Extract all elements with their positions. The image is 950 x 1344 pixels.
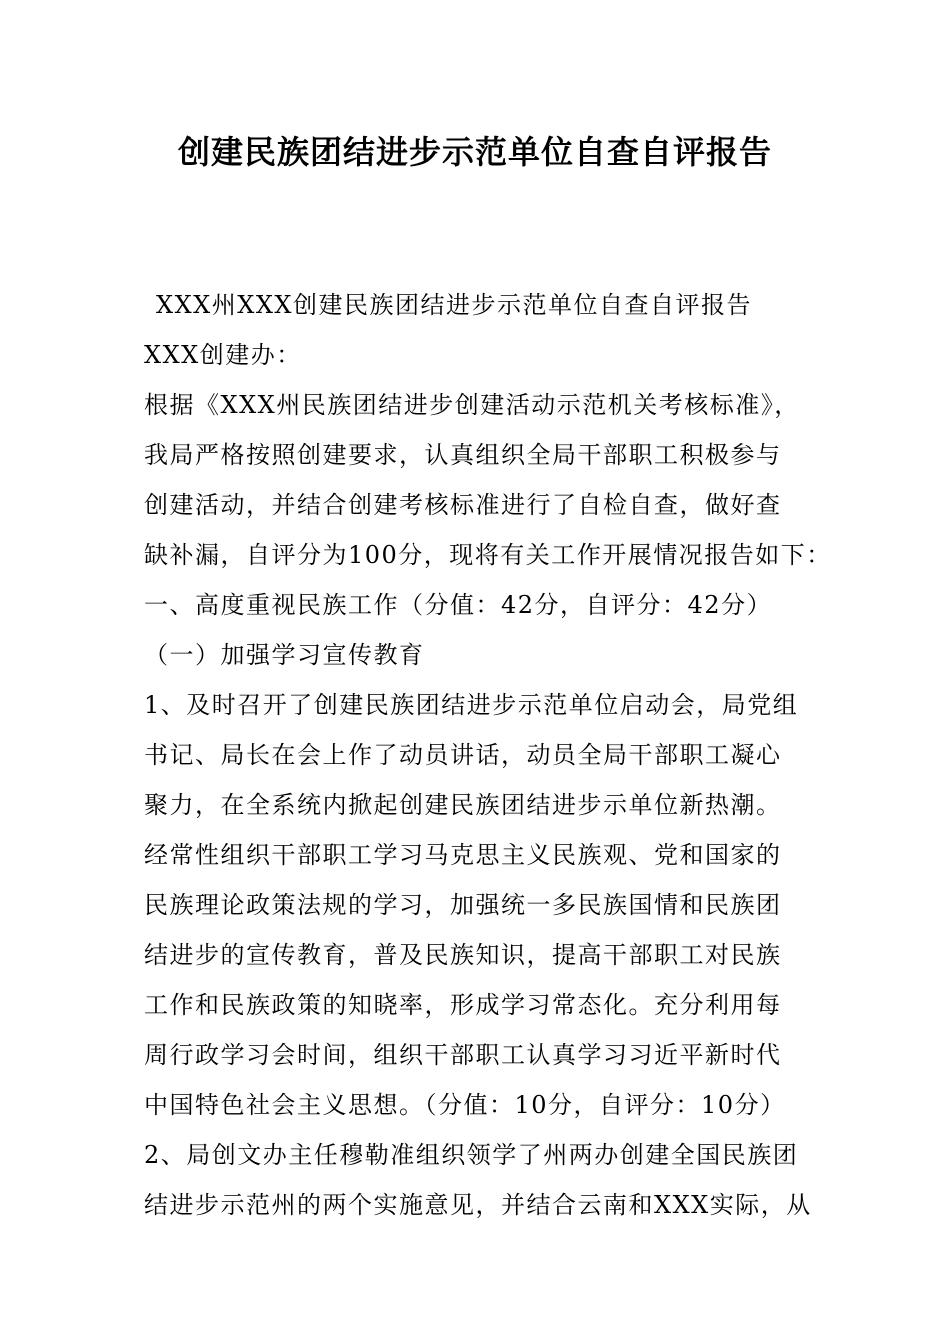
paragraph-line: 书记、局长在会上作了动员讲话，动员全局干部职工凝心 <box>144 741 782 769</box>
paragraph-line: 工作和民族政策的知晓率，形成学习常态化。充分利用每 <box>144 991 782 1019</box>
paragraph-line: 结进步的宣传教育，普及民族知识，提高干部职工对民族 <box>144 941 782 969</box>
document-title: 创建民族团结进步示范单位自查自评报告 <box>177 133 772 171</box>
subsection-heading: （一）加强学习宣传教育 <box>144 641 425 669</box>
paragraph-line: 经常性组织干部职工学习马克思主义民族观、党和国家的 <box>144 841 782 869</box>
paragraph-line: 聚力，在全系统内掀起创建民族团结进步示单位新热潮。 <box>144 791 782 819</box>
paragraph-line: 1、及时召开了创建民族团结进步示范单位启动会，局党组 <box>144 691 799 719</box>
document-body <box>144 280 834 1230</box>
addressee-line: XXX创建办： <box>144 341 302 369</box>
paragraph-line: 中国特色社会主义思想。（分值：10分，自评分：10分） <box>144 1091 786 1119</box>
section-heading: 一、高度重视民族工作（分值：42分，自评分：42分） <box>144 591 773 619</box>
paragraph-line: 缺补漏，自评分为100分，现将有关工作开展情况报告如下： <box>144 541 832 569</box>
paragraph-line: 民族理论政策法规的学习，加强统一多民族国情和民族团 <box>144 891 782 919</box>
report-subtitle-line: XXX州XXX创建民族团结进步示范单位自查自评报告 <box>156 291 753 319</box>
paragraph-line: 2、局创文办主任穆勒准组织领学了州两办创建全国民族团 <box>144 1141 799 1169</box>
paragraph-line: 周行政学习会时间，组织干部职工认真学习习近平新时代 <box>144 1041 782 1069</box>
paragraph-line: 根据《XXX州民族团结进步创建活动示范机关考核标准》， <box>144 391 800 419</box>
paragraph-line: 结进步示范州的两个实施意见，并结合云南和XXX实际，从 <box>144 1191 812 1219</box>
paragraph-line: 创建活动，并结合创建考核标准进行了自检自查，做好查 <box>144 491 782 519</box>
paragraph-line: 我局严格按照创建要求，认真组织全局干部职工积极参与 <box>144 441 782 469</box>
